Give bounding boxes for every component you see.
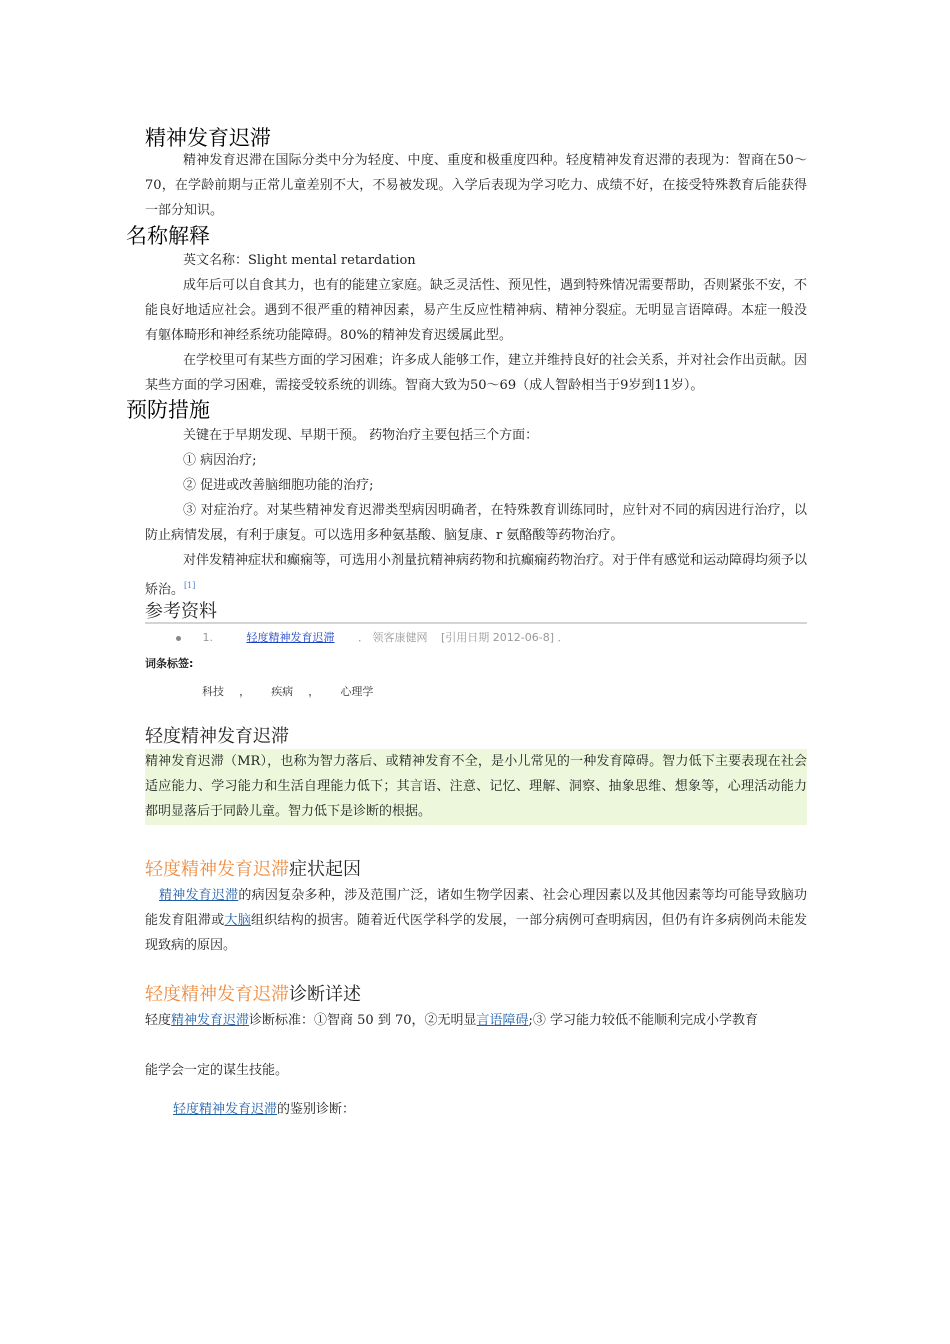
references-divider [145,622,807,624]
diagnosis-line-2: 能学会一定的谋生技能。 [145,1063,289,1078]
tag-disease[interactable]: 疾病 [271,685,294,698]
prevention-closing-text: 对伴发精神症状和癫痫等，可选用小剂量抗精神病药物和抗癫痫药物治疗。对于伴有感觉和运动障碍均须予以矫治。 [145,553,808,598]
title-rest-part: 症状起因 [289,859,361,880]
reference-link[interactable]: 轻度精神发育迟滞 [246,631,335,644]
reference-source: ． 领客康健网 [358,631,428,644]
link-mental-retardation[interactable]: 精神发育迟滞 [171,1013,250,1028]
symptom-causes-paragraph [145,883,807,958]
title-orange-part: 轻度精神发育迟滞 [145,984,289,1005]
prevention-item-2: ② 促进或改善脑细胞功能的治疗; [183,478,374,493]
link-mental-retardation[interactable]: 精神发育迟滞 [159,888,239,903]
link-speech-disorder[interactable]: 言语障碍 [476,1013,529,1028]
differential-diagnosis-line [173,1097,807,1122]
name-explanation-paragraph-1: 成年后可以自食其力，也有的能建立家庭。缺乏灵活性、预见性，遇到特殊情况需要帮助，否则紧张不安，不能良好地适应社会。遇到不很严重的精神因素，易产生反应性精神病、精神分裂症。无明显言语障碍。本症一般没有躯体畸形和神经系统功能障碍。80%的精神发育迟缓属此型。 [145,278,808,343]
name-explanation-paragraph-2: 在学校里可有某些方面的学习困难；许多成人能够工作，建立并维持良好的社会关系，并对社会作出贡献。因某些方面的学习困难，需接受较系统的训练。智商大致为50～69（成人智龄相当于9岁到11岁）。 [145,353,808,393]
block-title-mild-retardation: 轻度精神发育迟滞 [145,726,289,747]
causes-text-2: 组织结构的损害。随着近代医学科学的发展，一部分病例可查明病因，但仍有许多病例尚未能发现致病的原因。 [145,913,807,953]
differential-text: 的鉴别诊断： [277,1102,356,1117]
prevention-closing-paragraph [145,548,807,602]
english-name-line: 英文名称：Slight mental retardation [183,253,416,268]
highlight-box [145,749,807,825]
tag-psychology[interactable]: 心理学 [340,685,374,698]
reference-number: 1. [202,631,213,644]
diagnosis-text-1: 诊断标准：①智商 50 到 70，②无明显 [249,1013,477,1028]
tag-science[interactable]: 科技 [202,685,224,698]
tag-separator: ， [239,685,251,698]
section-intro-paragraph: 精神发育迟滞在国际分类中分为轻度、中度、重度和极重度四种。轻度精神发育迟滞的表现为：智商在50～70，在学龄前期与正常儿童差别不大，不易被发现。入学后表现为学习吃力、成绩不好，在接受特殊教育后能获得一部分知识。 [145,153,807,218]
tags-list [202,680,373,699]
tag-separator: ， [308,685,320,698]
bullet-icon [176,636,181,641]
references-title: 参考资料 [145,601,217,622]
title-orange-part: 轻度精神发育迟滞 [145,859,289,880]
prevention-item-1: ① 病因治疗; [183,453,257,468]
tags-label: 词条标签: [145,657,194,670]
prevention-item-3: ③ 对症治疗。对某些精神发育迟滞类型病因明确者，在特殊教育训练同时，应针对不同的病因进行治疗，以防止病情发展，有利于康复。可以选用多种氨基酸、脑复康、r 氨酪酸等药物治疗。 [145,503,807,543]
section-title-mental-retardation: 精神发育迟滞 [145,126,271,150]
diagnosis-prefix: 轻度 [145,1013,172,1028]
section-title-prevention: 预防措施 [126,398,210,422]
reference-date: [引用日期 2012-06-8] [441,631,555,644]
title-rest-part: 诊断详述 [289,984,361,1005]
diagnosis-criteria-line [145,1008,807,1033]
reference-item [176,629,806,645]
diagnosis-text-2: ;③ 学习能力较低不能顺利完成小学教育 [528,1013,759,1028]
prevention-intro: 关键在于早期发现、早期干预。 药物治疗主要包括三个方面： [183,428,539,443]
link-mild-mental-retardation[interactable]: 轻度精神发育迟滞 [173,1102,278,1117]
citation-marker[interactable]: [1] [184,581,196,590]
block-title-diagnosis [145,983,361,1007]
reference-end: ． [557,631,569,644]
causes-text-1: 的病因复杂多种，涉及范围广泛，诸如生物学因素、社会心理因素以及其他因素等均可能导致脑功能发育阻滞或 [145,888,807,928]
block-title-symptom-causes [145,858,361,882]
section-title-name-explanation: 名称解释 [126,224,210,248]
highlight-paragraph: 精神发育迟滞（MR），也称为智力落后、或精神发育不全，是小儿常见的一种发育障碍。智力低下主要表现在社会适应能力、学习能力和生活自理能力低下；其言语、注意、记忆、理解、洞察、抽象思维、想象等，心理活动能力都明显落后于同龄儿童。智力低下是诊断的根据。 [145,754,807,819]
link-brain[interactable]: 大脑 [224,913,251,928]
